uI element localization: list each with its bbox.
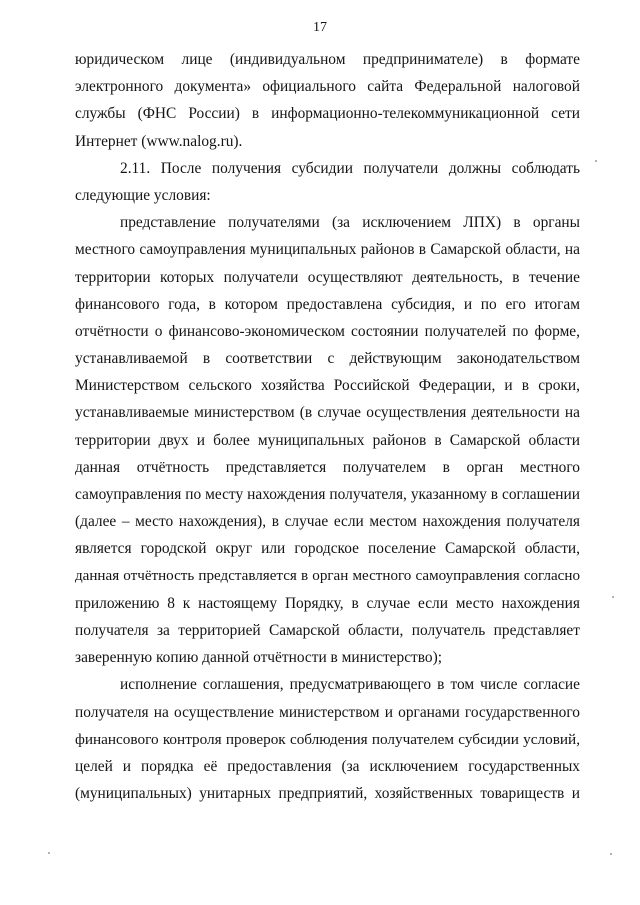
text-line: целей и порядка её предоставления (за исключением государственных <box>75 757 580 775</box>
text-line: самоуправления по месту нахождения получателя, указанному в соглашении <box>75 486 580 503</box>
text-line: Интернет (www.nalog.ru). <box>75 132 243 150</box>
document-body <box>75 46 580 807</box>
text-line: приложению 8 к настоящему Порядку, в случае если место нахождения <box>75 594 580 612</box>
page-number: 17 <box>313 20 327 35</box>
text-line: юридическом лице (индивидуальном предпринимателе) в формате <box>75 51 580 68</box>
text-line: данная отчётность представляется в орган местного самоуправления согласно <box>75 567 580 584</box>
text-line: получателя на осуществление министерством и органами государственного <box>75 703 580 721</box>
text-line: местного самоуправления муниципальных районов в Самарской области, на <box>75 241 580 259</box>
text-line: является городской округ или городское поселение Самарской области, <box>75 540 580 558</box>
text-line: следующие условия: <box>75 186 211 204</box>
scan-speck <box>48 852 50 854</box>
text-line: электронного документа» официального сайта Федеральной налоговой <box>75 78 580 96</box>
text-line: Министерством сельского хозяйства Российской Федерации, и в сроки, <box>75 377 580 395</box>
scan-speck <box>595 160 597 162</box>
text-line: отчётности о финансово-экономическом состоянии получателей по форме, <box>75 322 580 340</box>
text-line: территории двух и более муниципальных районов в Самарской области <box>75 431 580 449</box>
text-line: получателя за территорией Самарской области, получатель представляет <box>75 621 580 639</box>
text-line: (далее – место нахождения), в случае если местом нахождения получателя <box>75 513 580 531</box>
scan-speck <box>612 596 614 598</box>
text-line: устанавливаемой в соответствии с действующим законодательством <box>75 350 580 368</box>
text-line: финансового года, в котором предоставлена субсидия, и по его итогам <box>75 295 580 313</box>
text-line: заверенную копию данной отчётности в министерство); <box>75 649 443 667</box>
text-line: (муниципальных) унитарных предприятий, хозяйственных товариществ и <box>75 785 580 803</box>
text-line: финансового контроля проверок соблюдения получателем субсидии условий, <box>75 730 580 748</box>
text-line: 2.11. После получения субсидии получатели должны соблюдать <box>120 159 580 177</box>
scan-speck <box>610 853 612 855</box>
text-line: данная отчётность представляется получателем в орган местного <box>75 458 580 476</box>
text-line: службы (ФНС России) в информационно-телекоммуникационной сети <box>75 105 580 123</box>
text-line: территории которых получатели осуществляют деятельность, в течение <box>75 268 580 286</box>
text-line: исполнение соглашения, предусматривающего в том числе согласие <box>120 676 580 694</box>
text-line: устанавливаемые министерством (в случае осуществления деятельности на <box>75 404 580 422</box>
text-line: представление получателями (за исключением ЛПХ) в органы <box>120 214 580 232</box>
